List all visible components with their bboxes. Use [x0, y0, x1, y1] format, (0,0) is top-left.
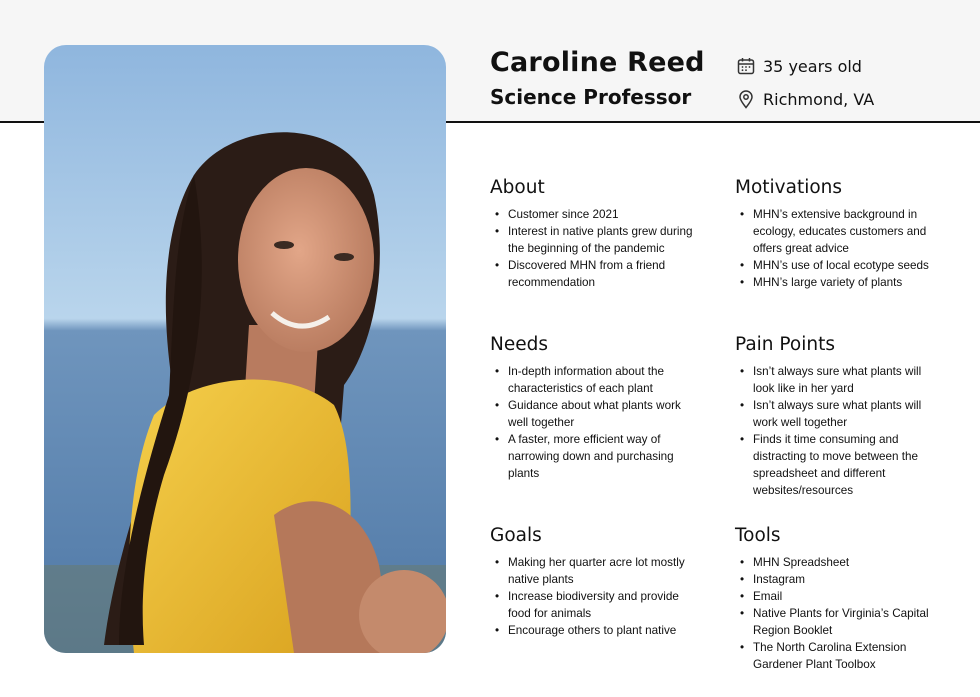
tools-section: [735, 525, 940, 673]
list-item: • MHN’s large variety of plants: [735, 274, 940, 291]
list-item: • Discovered MHN from a friend recommendation: [490, 257, 695, 291]
goals-heading: Goals: [490, 525, 542, 546]
list-item: • Customer since 2021: [490, 206, 695, 223]
list-item: • Encourage others to plant native: [490, 622, 695, 639]
pain-points-list: [735, 363, 940, 499]
persona-location-text: Richmond, VA: [763, 89, 875, 109]
map-pin-icon: [736, 89, 756, 109]
motivations-heading: Motivations: [735, 177, 843, 198]
needs-heading: Needs: [490, 334, 548, 355]
list-item: • Isn’t always sure what plants will look like in her yard: [735, 363, 940, 397]
list-item: • In-depth information about the characteristics of each plant: [490, 363, 695, 397]
list-item: • Making her quarter acre lot mostly native plants: [490, 554, 695, 588]
persona-age: [736, 56, 862, 76]
list-item: • Email: [735, 588, 940, 605]
about-heading: About: [490, 177, 545, 198]
list-item: • Interest in native plants grew during the beginning of the pandemic: [490, 223, 695, 257]
goals-list: [490, 554, 695, 639]
list-item: • Instagram: [735, 571, 940, 588]
persona-role: Science Professor: [490, 85, 692, 109]
about-list: [490, 206, 695, 291]
list-item: • Native Plants for Virginia’s Capital Region Booklet: [735, 605, 940, 639]
list-item: • The North Carolina Extension Gardener Plant Toolbox: [735, 639, 940, 673]
list-item: • Increase biodiversity and provide food for animals: [490, 588, 695, 622]
persona-photo: [44, 45, 446, 653]
about-section: [490, 177, 695, 291]
list-item: • Finds it time consuming and distracting to move between the spreadsheet and different websites/resources: [735, 431, 940, 499]
list-item: • MHN Spreadsheet: [735, 554, 940, 571]
needs-section: [490, 334, 695, 482]
tools-list: [735, 554, 940, 673]
pain-points-heading: Pain Points: [735, 334, 835, 355]
persona-age-text: 35 years old: [763, 56, 862, 76]
motivations-list: [735, 206, 940, 291]
list-item: • MHN’s use of local ecotype seeds: [735, 257, 940, 274]
persona-location: [736, 89, 874, 109]
list-item: • Guidance about what plants work well together: [490, 397, 695, 431]
pain-points-section: [735, 334, 940, 499]
needs-list: [490, 363, 695, 482]
persona-name: Caroline Reed: [490, 47, 705, 78]
list-item: • MHN’s extensive background in ecology, educates customers and offers great advice: [735, 206, 940, 257]
goals-section: [490, 525, 695, 639]
list-item: • A faster, more efficient way of narrowing down and purchasing plants: [490, 431, 695, 482]
motivations-section: [735, 177, 940, 291]
list-item: • Isn’t always sure what plants will work well together: [735, 397, 940, 431]
calendar-icon: [736, 56, 756, 76]
tools-heading: Tools: [735, 525, 781, 546]
